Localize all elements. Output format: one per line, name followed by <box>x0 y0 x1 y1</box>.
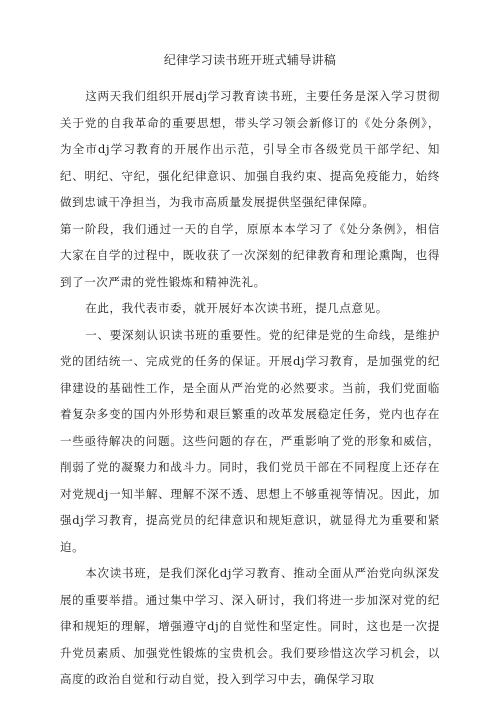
paragraph-section-one: 一、要深刻认识读书班的重要性。党的纪律是党的生命线，是维护党的团结统一、完成党的任务的保证。开展dj学习教育，是加强党的纪律建设的基础性工作，是全面从严治党的必然要求。当前，我们党面临着复杂多变的国内外形势和艰巨繁重的改革发展稳定任务，党内也存在一些亟待解决的问题。这些问题的存在，严重影响了党的形象和威信，削弱了党的凝聚力和战斗力。同时，我们党员干部在不同程度上还存在对党规dj一知半解、理解不深不透、思想上不够重视等情况。因此，加强dj学习教育，提高党员的纪律意识和规矩意识，就显得尤为重要和紧迫。 <box>60 327 440 554</box>
paragraph-intro: 这两天我们组织开展dj学习教育读书班，主要任务是深入学习贯彻关于党的自我革命的重要思想，带头学习领会新修订的《处分条例》，为全市dj学习教育的开展作出示范，引导全市各级党员干部学纪、知纪、明纪、守纪，强化纪律意识、加强自我约束、提高免疫能力，始终做到忠诚干净担当，为我市高质量发展提供坚强纪律保障。 <box>60 89 440 209</box>
paragraph-stage-one: 第一阶段，我们通过一天的自学，原原本本学习了《处分条例》，相信大家在自学的过程中，既收获了一次深刻的纪律教育和理论熏陶，也得到了一次严肃的党性锻炼和精神洗礼。 <box>60 221 440 289</box>
paragraph-opinions: 在此，我代表市委，就开展好本次读书班，提几点意见。 <box>85 301 388 315</box>
document-title: 纪律学习读书班开班式辅导讲稿 <box>163 53 337 67</box>
paragraph-reading-class: 本次读书班，是我们深化dj学习教育、推动全面从严治党向纵深发展的重要举措。通过集中学习、深入研讨，我们将进一步加深对党的纪律和规矩的理解，增强遵守dj的自觉性和坚定性。同时，这也是一次提升党员素质、加强党性锻炼的宝贵机会。我们要珍惜这次学习机会，以高度的政治自觉和行动自觉，投入到学习中去，确保学习取 <box>60 566 440 686</box>
document-body <box>60 83 440 693</box>
